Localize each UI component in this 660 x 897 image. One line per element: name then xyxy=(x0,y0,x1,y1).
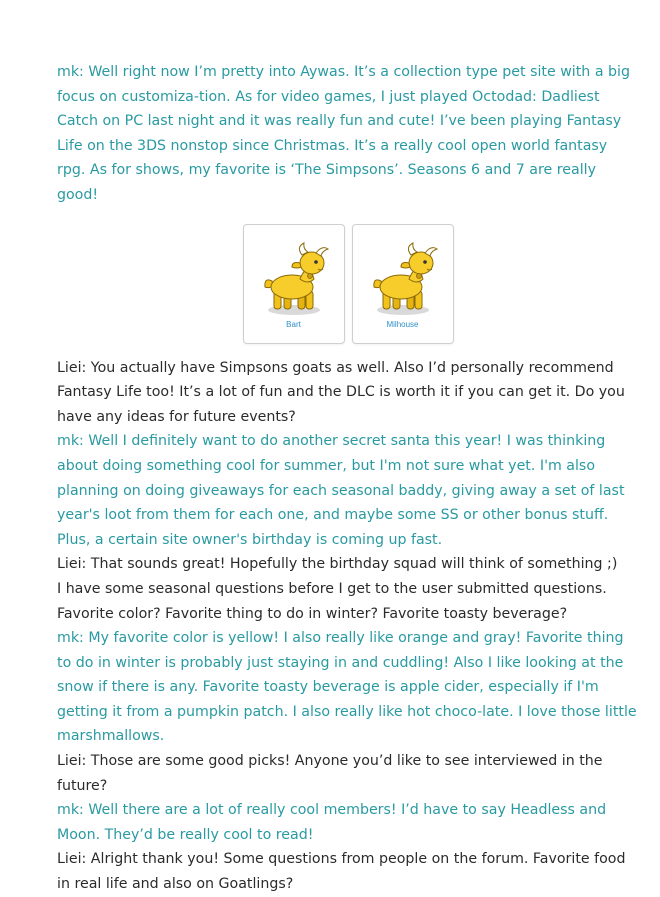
interview-paragraph: I have some seasonal questions before I get to the user submitted questions. Favorite color? Favorite thing to do in winter? Favorite toasty beverage? xyxy=(57,580,607,622)
interview-paragraph: Liei: That sounds great! Hopefully the birthday squad will think of something ;) xyxy=(57,556,618,573)
pet-card-bart[interactable] xyxy=(243,224,345,344)
interview-paragraph: mk: My favorite color is yellow! I also really like orange and gray! Favorite thing to do in winter is probably just staying in and cuddling! Also I like looking at the snow if there is any. Favorite toasty beverage is apple cider, especially if I'm getting it from a pumpkin patch. I also really like hot choco-late. I love those little marshmallows. xyxy=(57,630,637,745)
interview-paragraph: mk: Well right now I’m pretty into Aywas. It’s a collection type pet site with a big focus on customiza-tion. As for video games, I just played Octodad: Dadliest Catch on PC last night and it was really fun and cute! I’ve been playing Fantasy Life on the 3DS nonstop since Christmas. It’s a really cool open world fantasy rpg. As for shows, my favorite is ‘The Simpsons’. Seasons 6 and 7 are really good! xyxy=(57,64,630,203)
interview-paragraph: Liei: Those are some good picks! Anyone you’d like to see interviewed in the future? xyxy=(57,753,603,794)
interview-paragraph: Liei: Alright thank you! Some questions from people on the forum. Favorite food in real life and also on Goatlings? xyxy=(57,851,626,893)
interview-paragraph: Liei: You actually have Simpsons goats as well. Also I’d personally recommend Fantasy Life too! It’s a lot of fun and the DLC is worth it if you can get it. Do you have any ideas for future events? xyxy=(57,359,625,425)
pet-gallery xyxy=(57,224,639,344)
interview-paragraph: mk: Well I definitely want to do another secret santa this year! I was thinking about doing something cool for summer, but I'm not sure what yet. I'm also planning on doing giveaways for each seasonal baddy, giving away a set of last year's loot from them for each one, and maybe some SS or other bonus stuff. Plus, a certain site owner's birthday is coming up fast. xyxy=(57,433,625,548)
goat-icon xyxy=(254,237,334,317)
pet-name-link[interactable]: Milhouse xyxy=(386,319,419,329)
interview-content xyxy=(57,60,639,897)
pet-card-milhouse[interactable] xyxy=(352,224,454,344)
goat-icon xyxy=(363,237,443,317)
interview-paragraph: mk: Well there are a lot of really cool members! I’d have to say Headless and Moon. They’d be really cool to read! xyxy=(57,802,607,843)
pet-name-link[interactable]: Bart xyxy=(286,319,301,329)
